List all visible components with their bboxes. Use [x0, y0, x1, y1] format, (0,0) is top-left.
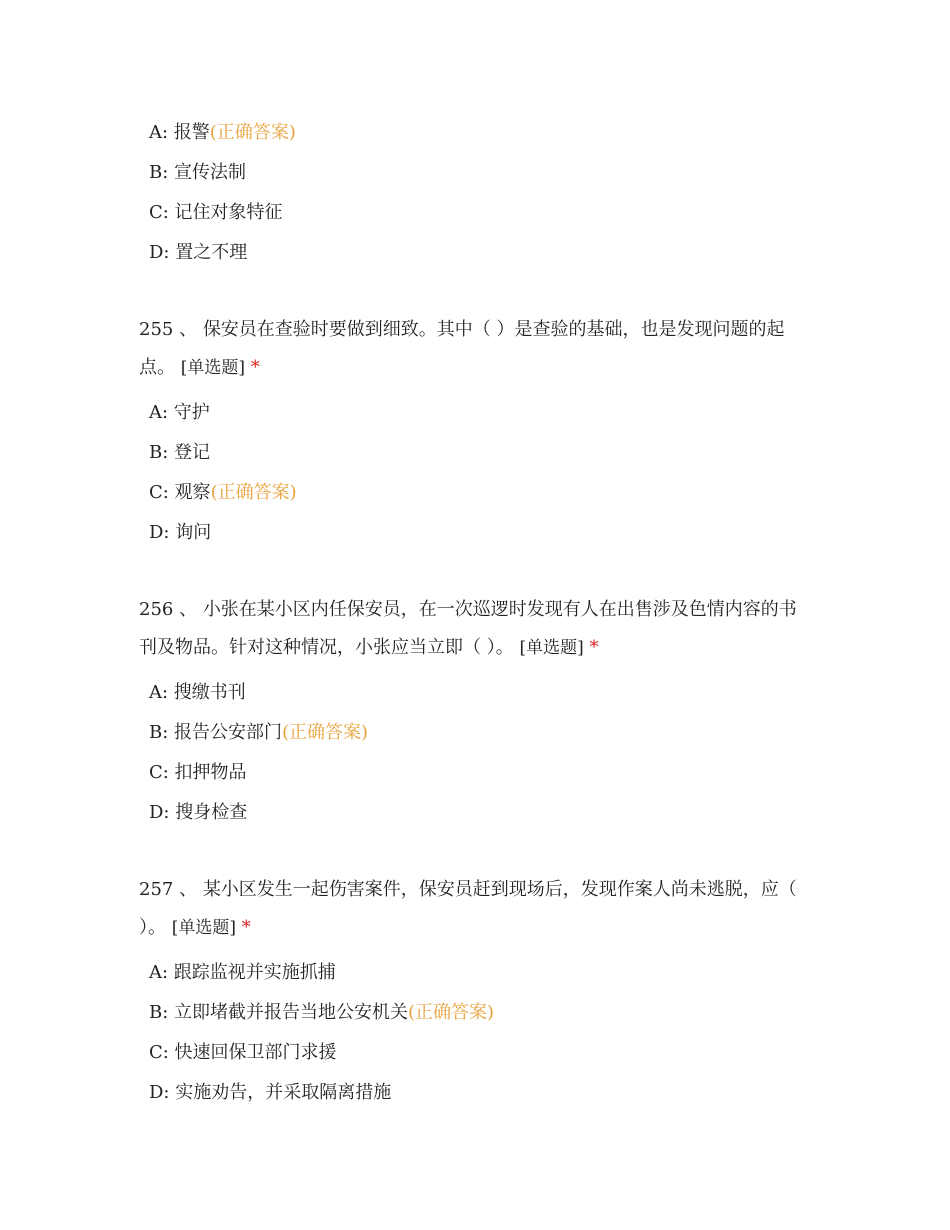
option-label: C: 扣押物品 [149, 762, 247, 783]
option-label: D: 询问 [149, 522, 212, 543]
option-254-a [149, 120, 296, 146]
option-label: A: 跟踪监视并实施抓捕 [149, 962, 336, 983]
option-256-b [149, 720, 368, 746]
option-255-a [149, 400, 210, 426]
question-256 [139, 591, 809, 667]
option-255-d [149, 520, 211, 546]
correct-answer-marker: (正确答案) [209, 122, 296, 143]
option-257-c [149, 1040, 337, 1066]
required-marker: * [589, 637, 599, 658]
option-label: B: 报告公安部门 [149, 722, 283, 743]
option-label: C: 记住对象特征 [149, 202, 283, 223]
question-text: 小张在某小区内任保安员，在一次巡逻时发现有人在出售涉及色情内容的书刊及物品。针对这种情况，小张应当立即（ ）。 [139, 599, 797, 658]
correct-answer-marker: (正确答案) [408, 1002, 495, 1023]
question-type: [单选题] [171, 918, 236, 938]
option-label: B: 立即堵截并报告当地公安机关 [149, 1002, 409, 1023]
option-257-d [149, 1080, 391, 1106]
question-255 [139, 311, 809, 387]
option-label: A: 搜缴书刊 [149, 682, 246, 703]
required-marker: * [250, 357, 260, 378]
question-text: 某小区发生一起伤害案件，保安员赶到现场后，发现作案人尚未逃脱，应（ ）。 [139, 879, 797, 938]
option-label: A: 守护 [149, 402, 210, 423]
option-254-d [149, 240, 247, 266]
option-label: C: 观察 [149, 482, 211, 503]
option-256-d [149, 800, 247, 826]
option-label: A: 报警 [149, 122, 210, 143]
option-label: C: 快速回保卫部门求援 [149, 1042, 337, 1063]
question-type: [单选题] [519, 638, 584, 658]
question-text: 保安员在查验时要做到细致。其中（ ）是查验的基础，也是发现问题的起点。 [139, 319, 785, 378]
option-257-b [149, 1000, 494, 1026]
option-label: B: 登记 [149, 442, 211, 463]
question-257 [139, 871, 809, 947]
correct-answer-marker: (正确答案) [282, 722, 369, 743]
option-label: D: 实施劝告，并采取隔离措施 [149, 1082, 392, 1103]
required-marker: * [241, 917, 251, 938]
option-254-b [149, 160, 246, 186]
option-label: D: 置之不理 [149, 242, 248, 263]
question-number: 256 、 [139, 599, 198, 620]
question-type: [单选题] [180, 358, 245, 378]
correct-answer-marker: (正确答案) [210, 482, 297, 503]
option-255-b [149, 440, 210, 466]
option-256-a [149, 680, 246, 706]
option-257-a [149, 960, 336, 986]
option-254-c [149, 200, 283, 226]
option-label: B: 宣传法制 [149, 162, 247, 183]
option-255-c [149, 480, 297, 506]
question-number: 257 、 [139, 879, 198, 900]
question-number: 255 、 [139, 319, 198, 340]
option-256-c [149, 760, 247, 786]
option-label: D: 搜身检查 [149, 802, 248, 823]
